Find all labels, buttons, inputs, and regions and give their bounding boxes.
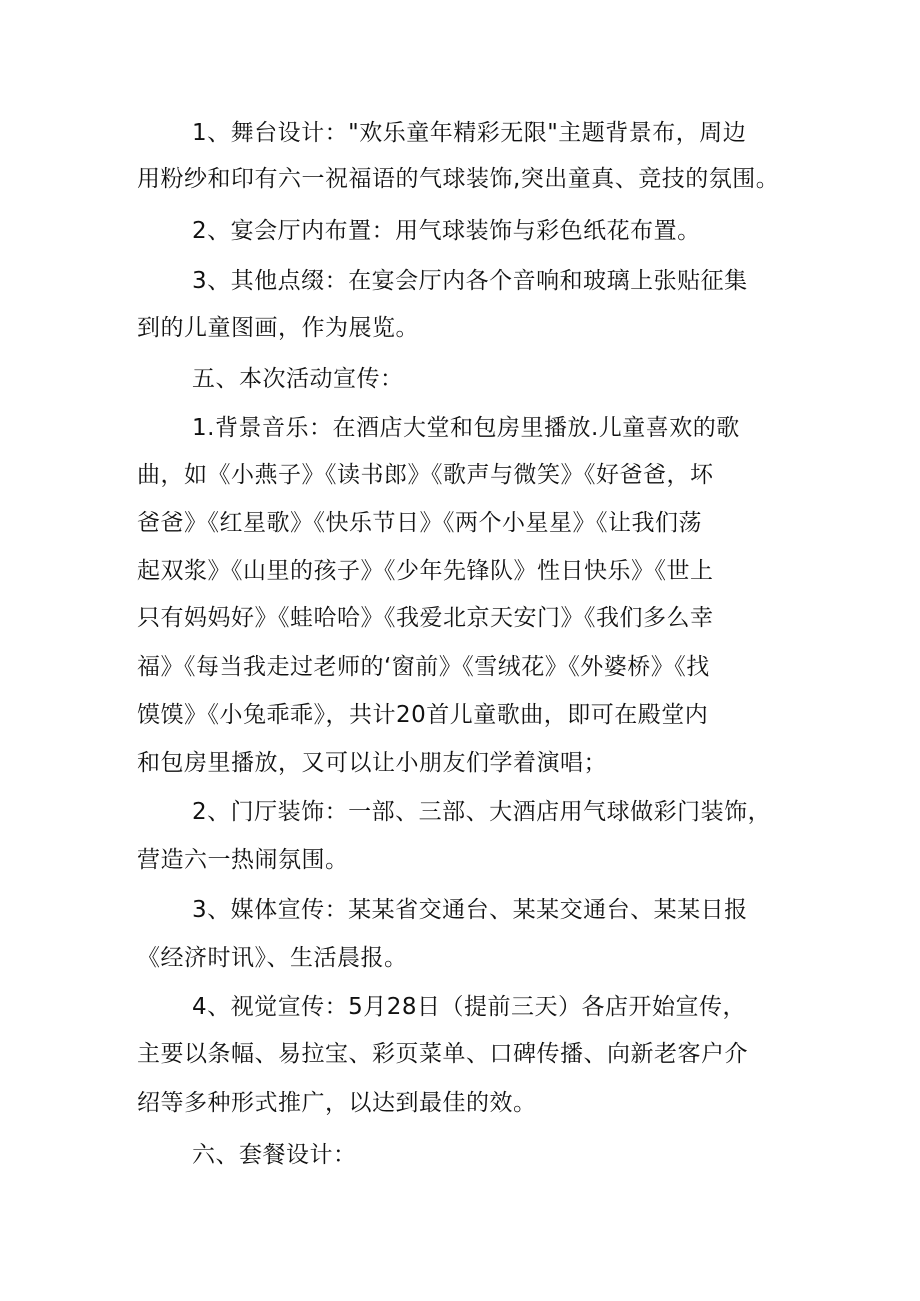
paragraph-line: 4、视觉宣传：5月28日（提前三天）各店开始宣传， (192, 994, 747, 1020)
section-heading: 六、套餐设计： (192, 1142, 357, 1168)
paragraph-line: 馍馍》《小兔乖乖》，共计20首儿童歌曲，即可在殿堂内 (137, 702, 709, 728)
paragraph-line: 《经济时讯》、生活晨报。 (137, 945, 408, 971)
paragraph-line: 只有妈妈好》《蛙哈哈》《我爱北京天安门》《我们多么幸 (137, 605, 714, 631)
paragraph-line: 福》《每当我走过老师的‘窗前》《雪绒花》《外婆桥》《找 (137, 654, 710, 680)
paragraph-line: 用粉纱和印有六一祝福语的气球装饰,突出童真、竞技的氛围。 (137, 166, 780, 192)
paragraph-line: 2、门厅装饰：一部、三部、大酒店用气球做彩门装饰， (192, 799, 772, 825)
paragraph-line: 营造六一热闹氛围。 (137, 847, 349, 873)
paragraph-line: 到的儿童图画，作为展览。 (137, 315, 419, 341)
paragraph-line: 爸爸》《红星歌》《快乐节日》《两个小星星》《让我们荡 (137, 510, 702, 536)
paragraph-line: 1.背景音乐：在酒店大堂和包房里播放.儿童喜欢的歌 (192, 415, 740, 441)
paragraph-line: 2、宴会厅内布置：用气球装饰与彩色纸花布置。 (192, 218, 701, 244)
paragraph-line: 和包房里播放，又可以让小朋友们学着演唱； (137, 750, 607, 776)
section-heading: 五、本次活动宣传： (192, 366, 404, 392)
paragraph-line: 曲，如《小燕子》《读书郎》《歌声与微笑》《好爸爸，坏 (137, 462, 714, 488)
paragraph-line: 1、舞台设计："欢乐童年精彩无限"主题背景布，周边 (192, 120, 747, 146)
paragraph-line: 绍等多种形式推广，以达到最佳的效。 (137, 1090, 537, 1116)
paragraph-line: 3、其他点缀：在宴会厅内各个音响和玻璃上张贴征集 (192, 268, 748, 294)
paragraph-line: 主要以条幅、易拉宝、彩页菜单、口碑传播、向新老客户介 (137, 1041, 748, 1067)
paragraph-line: 3、媒体宣传：某某省交通台、某某交通台、某某日报 (192, 897, 748, 923)
paragraph-line: 起双浆》《山里的孩子》《少年先锋队》性日快乐》《世上 (137, 558, 714, 584)
